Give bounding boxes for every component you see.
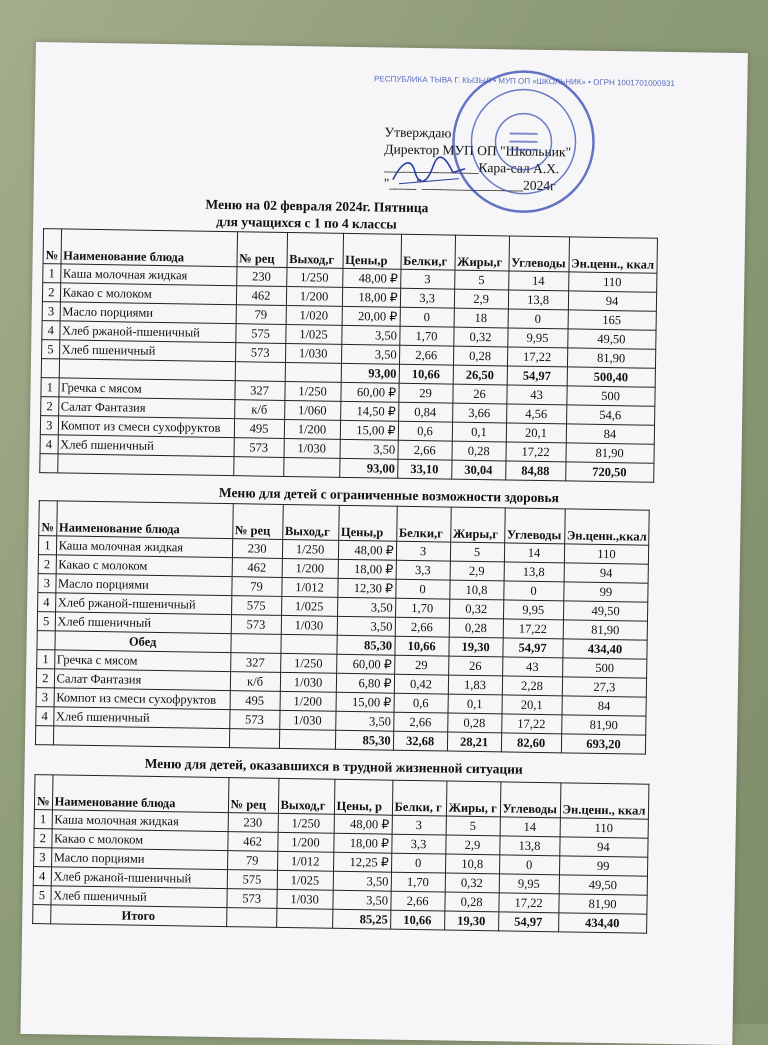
column-header: Наименование блюда — [56, 501, 233, 539]
table-cell: 9,95 — [507, 328, 567, 348]
table-cell: Компот из смеси сухофруктов — [58, 416, 234, 438]
table-cell: 12,30 ₽ — [337, 578, 395, 598]
column-header: Цены, р — [334, 779, 393, 815]
column-header: Наименование блюда — [52, 775, 229, 813]
table-cell: 14 — [504, 543, 564, 563]
table-cell: 0 — [499, 855, 559, 875]
column-header: Углеводы — [504, 508, 565, 544]
column-header: Цены,р — [343, 233, 402, 269]
table-cell: 1/200 — [277, 832, 333, 852]
total-cell: 85,30 — [335, 730, 393, 750]
table-cell: Хлеб пшеничный — [55, 612, 231, 634]
table-cell: 20,1 — [506, 423, 566, 443]
total-cell: 693,20 — [561, 734, 646, 754]
table-cell: 18 — [454, 308, 508, 328]
table-cell: Масло порциями — [60, 302, 236, 324]
table-cell: 1/030 — [280, 672, 336, 692]
table-cell: 60,00 ₽ — [336, 654, 394, 674]
table-cell: 1/030 — [285, 343, 341, 363]
table-cell: 3 — [42, 302, 60, 321]
column-header: Белки, г — [392, 780, 447, 816]
table-cell: 79 — [236, 305, 286, 325]
total-cell: 32,68 — [393, 731, 447, 751]
table-cell: 0,32 — [445, 873, 499, 893]
table-cell: 14,50 ₽ — [340, 401, 398, 421]
table-cell: 48,00 ₽ — [334, 814, 392, 834]
column-header: Эн.ценн., ккал — [569, 237, 657, 273]
table-cell: 1/030 — [284, 438, 340, 458]
table-cell: 3,50 — [333, 871, 391, 891]
table-cell: 26 — [452, 384, 506, 404]
table-cell: 1/200 — [280, 691, 336, 711]
table-cell: 18,00 ₽ — [333, 833, 391, 853]
column-header: Углеводы — [509, 236, 570, 272]
column-header: Белки,г — [401, 234, 456, 270]
total-cell: 93,00 — [339, 458, 397, 478]
total-cell: 28,21 — [447, 732, 501, 752]
table-cell: 495 — [234, 419, 284, 439]
table-cell: 0,84 — [398, 402, 452, 422]
table-cell: к/б — [234, 400, 284, 420]
column-header: Углеводы — [500, 782, 561, 818]
table-cell: Каша молочная жидкая — [60, 264, 236, 286]
table-cell: 20,00 ₽ — [342, 306, 400, 326]
column-header: Выход,г — [282, 504, 339, 540]
table-cell: 1 — [37, 650, 55, 669]
table-cell: 230 — [236, 267, 286, 287]
column-header: № — [39, 501, 57, 536]
table-cell: 43 — [506, 385, 566, 405]
section-title-ovz: Меню для детей с ограниченные возможности здоровья — [218, 484, 559, 506]
menu-subtitle: для учащихся с 1 по 4 классы — [216, 213, 397, 232]
total-cell — [276, 908, 332, 928]
approval-line-2: Директор МУП ОП "Школьник" — [384, 141, 572, 160]
table-cell: 1/012 — [277, 851, 333, 871]
table-cell: 2,9 — [445, 835, 499, 855]
table-cell: 0,32 — [449, 599, 503, 619]
column-header: Жиры, г — [446, 781, 501, 817]
table-cell: 1,83 — [448, 675, 502, 695]
table-cell: 84 — [566, 424, 654, 444]
table-cell: 94 — [564, 563, 649, 583]
table-cell: 1/030 — [279, 710, 335, 730]
table-cell: 27,3 — [562, 677, 647, 697]
table-cell: 1 — [38, 536, 56, 555]
table-cell: 1 — [43, 264, 61, 283]
table-cell: 13,8 — [504, 562, 564, 582]
table-cell: 10,8 — [449, 580, 503, 600]
table-cell: 17,22 — [498, 893, 558, 913]
table-cell: 110 — [568, 272, 656, 292]
total-cell: 82,60 — [501, 733, 561, 753]
table-cell: 1 — [41, 378, 59, 397]
table-cell: 462 — [236, 286, 286, 306]
table-cell: Каша молочная жидкая — [52, 810, 228, 832]
table-cell: Масло порциями — [55, 574, 231, 596]
column-header: № рец — [232, 504, 283, 540]
menu-title: Меню на 02 февраля 2024г. Пятница — [205, 196, 429, 216]
total-cell — [285, 362, 341, 382]
total-cell: 500,40 — [567, 367, 655, 387]
table-cell: 48,00 ₽ — [338, 540, 396, 560]
total-cell — [41, 359, 59, 378]
table-cell: 5 — [37, 612, 55, 631]
table-cell: 84 — [562, 696, 647, 716]
total-cell: 19,30 — [444, 911, 498, 931]
table-cell: 1/200 — [286, 286, 342, 306]
total-cell — [283, 457, 339, 477]
table-cell: 5 — [454, 270, 508, 290]
table-cell: 1,70 — [395, 598, 449, 618]
table-cell: 573 — [231, 615, 281, 635]
total-cell: 54,97 — [507, 366, 567, 386]
menu-table-3 — [32, 774, 649, 934]
table-cell: 15,00 ₽ — [340, 420, 398, 440]
total-cell — [233, 457, 283, 477]
table-cell: 5 — [42, 340, 60, 359]
table-cell: 2,66 — [390, 891, 444, 911]
total-cell: 30,04 — [451, 460, 505, 480]
table-cell: 495 — [230, 691, 280, 711]
total-cell: 93,00 — [341, 363, 399, 383]
table-cell: 3 — [396, 541, 450, 561]
total-cell — [37, 631, 55, 650]
approval-line-3: ______________Кара-сал А.Х. — [383, 158, 560, 177]
table-cell: 575 — [231, 596, 281, 616]
table-cell: 3,50 — [341, 325, 399, 345]
table-cell: 81,90 — [566, 443, 654, 463]
table-cell: 573 — [235, 343, 285, 363]
table-cell: 327 — [234, 381, 284, 401]
table-cell: 2,66 — [393, 712, 447, 732]
total-cell: Итого — [50, 905, 226, 927]
table-cell: Компот из смеси сухофруктов — [54, 688, 230, 710]
table-cell: 1/012 — [281, 577, 337, 597]
total-cell — [33, 905, 51, 924]
table-cell: 3 — [400, 269, 454, 289]
table-cell: 1/250 — [284, 381, 340, 401]
total-cell: Обед — [55, 631, 231, 653]
table-cell: 0,6 — [398, 421, 452, 441]
table-cell: 0 — [508, 309, 568, 329]
table-cell: 2,28 — [502, 676, 562, 696]
table-cell: 3,50 — [337, 597, 395, 617]
total-cell: 10,66 — [390, 910, 444, 930]
table-cell: Какао с молоком — [51, 829, 227, 851]
table-cell: Хлеб пшеничный — [53, 707, 229, 729]
table-cell: 0 — [400, 307, 454, 327]
table-cell: 9,95 — [503, 600, 563, 620]
menu-table-1 — [39, 228, 657, 483]
table-cell: 13,8 — [508, 290, 568, 310]
table-cell: 1/250 — [286, 267, 342, 287]
table-cell: Какао с молоком — [56, 555, 232, 577]
table-cell: 0,28 — [449, 618, 503, 638]
column-header: Наименование блюда — [61, 229, 238, 267]
column-header: Выход,г — [278, 778, 335, 814]
table-cell: 4,56 — [506, 404, 566, 424]
table-cell: 3,3 — [400, 288, 454, 308]
total-cell: 434,40 — [558, 913, 646, 933]
table-cell: Хлеб пшеничный — [58, 435, 234, 457]
table-cell: 17,22 — [503, 619, 563, 639]
table-cell: 3,50 — [340, 439, 398, 459]
table-cell: 0,1 — [452, 422, 506, 442]
table-cell: 3,66 — [452, 403, 506, 423]
table-cell: 3 — [36, 688, 54, 707]
table-cell: 5 — [33, 886, 51, 905]
table-cell: 14 — [508, 271, 568, 291]
table-cell: 81,90 — [558, 894, 646, 914]
table-cell: 3 — [38, 574, 56, 593]
approval-line-1: Утверждаю — [384, 124, 452, 141]
table-cell: 573 — [229, 710, 279, 730]
table-cell: 1/020 — [286, 305, 342, 325]
table-cell: 2,9 — [454, 289, 508, 309]
table-cell: 99 — [563, 582, 648, 602]
table-cell: Гречка с мясом — [54, 650, 230, 672]
table-cell: Какао с молоком — [60, 283, 236, 305]
table-cell: 3 — [34, 848, 52, 867]
table-cell: 4 — [42, 321, 60, 340]
total-cell: 19,30 — [448, 637, 502, 657]
table-cell: 575 — [227, 870, 277, 890]
table-cell: 79 — [227, 851, 277, 871]
table-cell: Хлеб пшеничный — [51, 886, 227, 908]
total-cell — [40, 454, 58, 473]
table-cell: 1/250 — [282, 539, 338, 559]
table-cell: 327 — [230, 653, 280, 673]
menu-document — [20, 42, 747, 1045]
table-cell: 29 — [394, 655, 448, 675]
table-cell: 9,95 — [499, 874, 559, 894]
total-cell: 85,25 — [332, 909, 390, 929]
table-cell: 1/250 — [278, 813, 334, 833]
total-cell: 720,50 — [565, 462, 653, 482]
table-cell: 13,8 — [499, 836, 559, 856]
table-cell: 49,50 — [559, 875, 647, 895]
table-cell: 500 — [566, 386, 654, 406]
table-cell: к/б — [230, 672, 280, 692]
table-cell: 0,28 — [452, 441, 506, 461]
table-cell: 110 — [560, 818, 648, 838]
table-cell: 18,00 ₽ — [338, 559, 396, 579]
table-cell: 1/250 — [280, 653, 336, 673]
total-cell: 84,88 — [505, 461, 565, 481]
column-header: Белки,г — [396, 506, 451, 542]
table-cell: 0,28 — [453, 346, 507, 366]
table-cell: 29 — [398, 383, 452, 403]
table-cell: 2 — [42, 283, 60, 302]
table-cell: 500 — [562, 658, 647, 678]
table-cell: 2 — [41, 397, 59, 416]
table-cell: 4 — [33, 867, 51, 886]
column-header: Жиры,г — [450, 507, 505, 543]
column-header: Жиры,г — [455, 235, 510, 271]
table-cell: Каша молочная жидкая — [56, 536, 232, 558]
table-cell: 1/030 — [281, 615, 337, 635]
total-cell — [230, 634, 280, 654]
column-header: № рец — [228, 778, 279, 814]
table-cell: 48,00 ₽ — [342, 268, 400, 288]
table-cell: 49,50 — [567, 329, 655, 349]
table-cell: 17,22 — [501, 714, 561, 734]
table-cell: 99 — [559, 856, 647, 876]
total-cell: 85,30 — [336, 635, 394, 655]
table-cell: 2,66 — [395, 617, 449, 637]
table-cell: 1/060 — [284, 400, 340, 420]
table-cell: 1/025 — [277, 870, 333, 890]
total-cell: 54,97 — [502, 638, 562, 658]
table-cell: 17,22 — [506, 442, 566, 462]
table-cell: 3,50 — [335, 711, 393, 731]
table-cell: 15,00 ₽ — [336, 692, 394, 712]
table-cell: 573 — [226, 889, 276, 909]
table-cell: 3,50 — [337, 616, 395, 636]
table-cell: 1/030 — [276, 889, 332, 909]
table-cell: Хлеб ржаной-пшеничный — [59, 321, 235, 343]
table-cell: 230 — [228, 813, 278, 833]
table-cell: 573 — [234, 438, 284, 458]
table-cell: 6,80 ₽ — [336, 673, 394, 693]
table-cell: 1/200 — [282, 558, 338, 578]
table-cell: 0,28 — [444, 892, 498, 912]
table-cell: 1 — [34, 810, 52, 829]
column-header: Эн.ценн., ккал — [560, 783, 648, 819]
table-cell: 79 — [231, 577, 281, 597]
table-cell: 165 — [568, 310, 656, 330]
table-cell: 0 — [391, 853, 445, 873]
table-cell: 2,66 — [398, 440, 452, 460]
table-cell: 60,00 ₽ — [340, 382, 398, 402]
table-cell: 0,42 — [394, 674, 448, 694]
table-cell: 81,90 — [561, 715, 646, 735]
table-cell: Хлеб пшеничный — [59, 340, 235, 362]
table-cell: 81,90 — [567, 348, 655, 368]
table-cell: 14 — [500, 817, 560, 837]
table-cell: 462 — [227, 832, 277, 852]
stamp-text — [374, 74, 675, 88]
table-cell: 43 — [502, 657, 562, 677]
table-cell: 5 — [446, 816, 500, 836]
total-cell — [235, 362, 285, 382]
total-cell: 33,10 — [397, 459, 451, 479]
table-cell: 1/025 — [285, 324, 341, 344]
total-cell: 10,66 — [394, 636, 448, 656]
table-cell: 81,90 — [563, 620, 648, 640]
section-title-difficult: Меню для детей, оказавшихся в трудной жизненной ситуации — [144, 755, 523, 777]
table-cell: 2 — [34, 829, 52, 848]
column-header: Эн.ценн.,ккал — [564, 509, 649, 545]
total-cell: 26,50 — [453, 365, 507, 385]
table-cell: 4 — [38, 593, 56, 612]
approval-line-4: "____"_______________2024г — [383, 175, 556, 194]
table-cell: 18,00 ₽ — [342, 287, 400, 307]
table-cell: 17,22 — [507, 347, 567, 367]
table-cell: 0 — [503, 581, 563, 601]
table-cell: Хлеб ржаной-пшеничный — [55, 593, 231, 615]
table-cell: 0,6 — [394, 693, 448, 713]
column-header: № рец — [237, 232, 288, 268]
table-cell: 2,9 — [450, 561, 504, 581]
table-cell: Салат Фантазия — [58, 397, 234, 419]
table-cell: 94 — [559, 837, 647, 857]
total-cell — [53, 726, 229, 748]
table-cell: 3,3 — [396, 560, 450, 580]
total-cell — [229, 729, 279, 749]
total-cell — [35, 726, 53, 745]
total-cell: 54,97 — [498, 912, 558, 932]
table-cell: 20,1 — [502, 695, 562, 715]
table-cell: 3,50 — [332, 890, 390, 910]
table-cell: 4 — [36, 707, 54, 726]
table-cell: Хлеб ржаной-пшеничный — [51, 867, 227, 889]
total-cell — [280, 634, 336, 654]
total-cell — [226, 908, 276, 928]
table-cell: 1/025 — [281, 596, 337, 616]
table-cell: Салат Фантазия — [54, 669, 230, 691]
total-cell — [57, 454, 233, 476]
table-cell: 12,25 ₽ — [333, 852, 391, 872]
table-cell: 2 — [38, 555, 56, 574]
table-cell: 3 — [392, 815, 446, 835]
table-cell: 26 — [448, 656, 502, 676]
table-cell: 1,70 — [399, 326, 453, 346]
table-cell: 54,6 — [566, 405, 654, 425]
table-cell: 4 — [40, 435, 58, 454]
table-cell: 3,3 — [391, 834, 445, 854]
column-header: Цены,р — [338, 505, 397, 541]
table-cell: 230 — [232, 539, 282, 559]
table-cell: 3,50 — [341, 344, 399, 364]
column-header: № — [34, 775, 52, 810]
table-cell: 462 — [232, 558, 282, 578]
table-cell: 2,66 — [399, 345, 453, 365]
total-cell — [279, 729, 335, 749]
table-cell: 0,1 — [448, 694, 502, 714]
table-cell: 575 — [235, 324, 285, 344]
table-cell: 10,8 — [445, 854, 499, 874]
table-cell: 1/200 — [284, 419, 340, 439]
table-cell: 110 — [564, 544, 649, 564]
svg-text:РЕСПУБЛИКА ТЫВА Г. КЫЗЫЛ • МУП: РЕСПУБЛИКА ТЫВА Г. КЫЗЫЛ • МУП ОП «ШКОЛЬНИК» • ОГРН 1001701000931 — [373, 74, 675, 89]
table-cell: 3 — [40, 416, 58, 435]
table-cell: 49,50 — [563, 601, 648, 621]
table-cell: 94 — [568, 291, 656, 311]
table-cell: 1,70 — [391, 872, 445, 892]
total-cell: 434,40 — [562, 639, 647, 659]
column-header: № — [43, 229, 61, 264]
table-cell: 0 — [395, 579, 449, 599]
table-cell: Масло порциями — [51, 848, 227, 870]
table-cell: Гречка с мясом — [58, 378, 234, 400]
table-cell: 2 — [36, 669, 54, 688]
table-cell: 5 — [450, 542, 504, 562]
total-cell: 10,66 — [399, 364, 453, 384]
table-cell: 0,32 — [453, 327, 507, 347]
menu-table-2 — [35, 500, 650, 755]
column-header: Выход,г — [287, 232, 344, 268]
table-cell: 0,28 — [447, 713, 501, 733]
